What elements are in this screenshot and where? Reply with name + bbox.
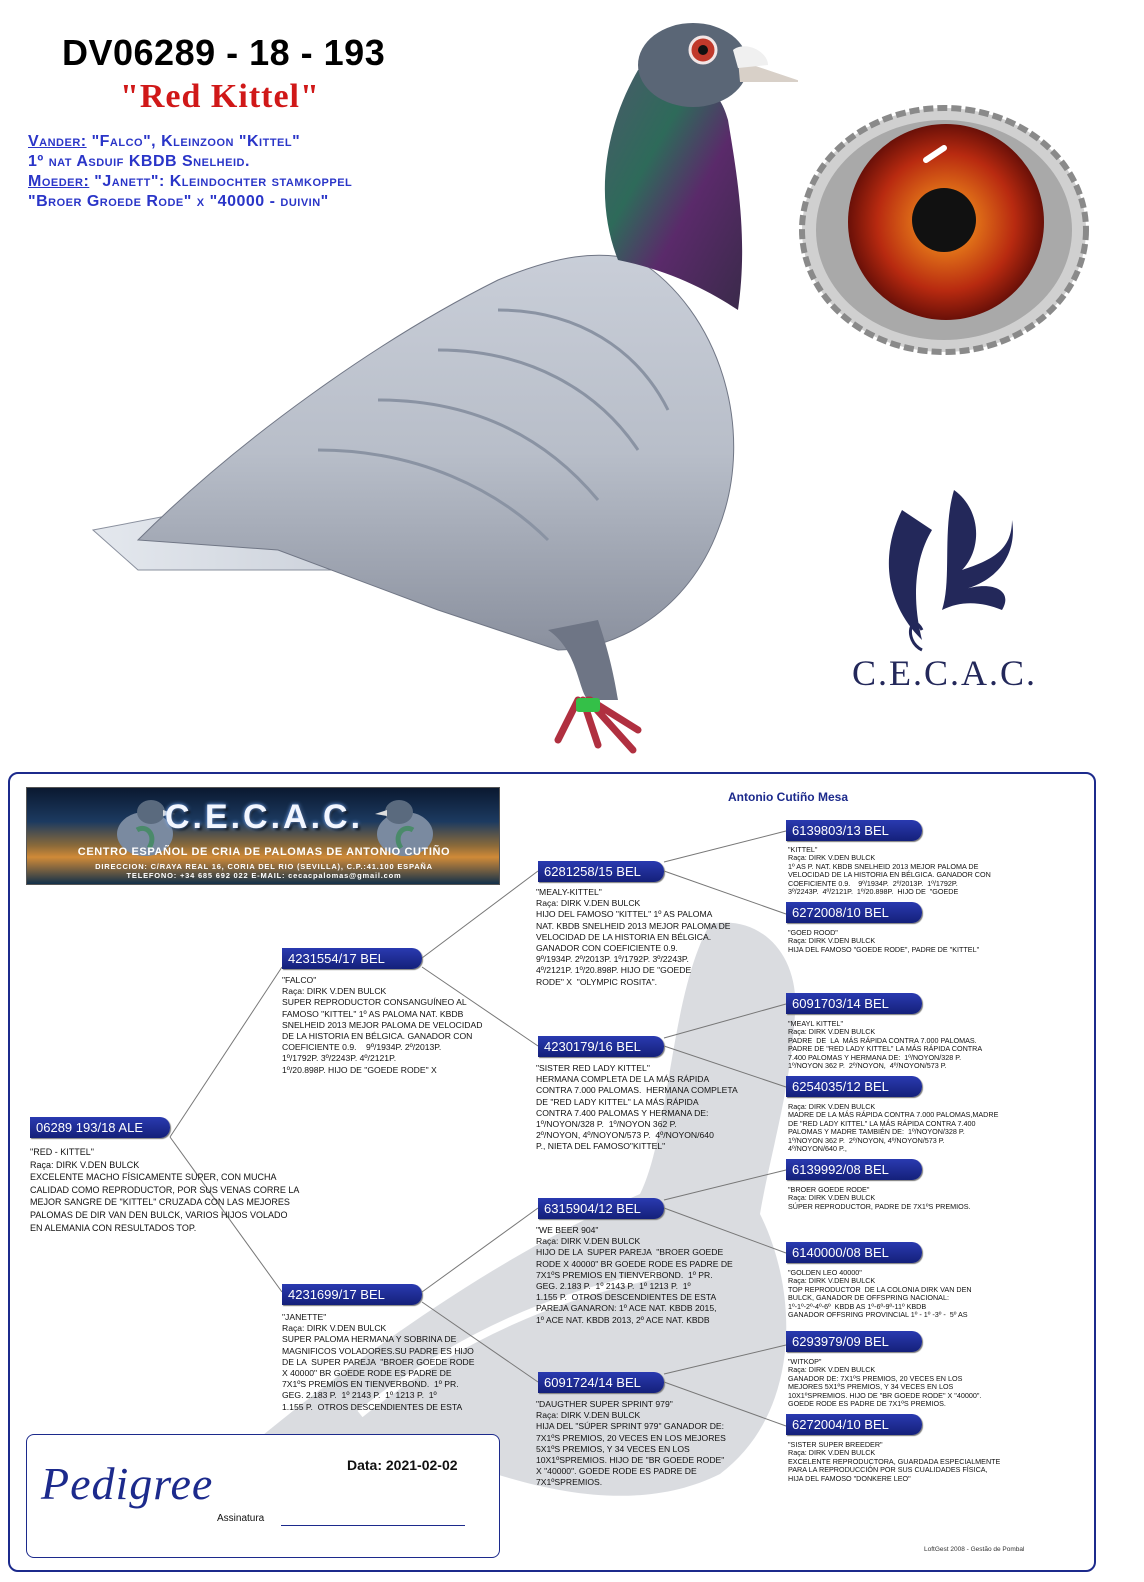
pedigree-panel: [8, 772, 1096, 1572]
sire-sire-info: "MEALY-KITTEL" Raça: DIRK V.DEN BULCK HIJO DEL FAMOSO "KITTEL" 1º AS PALOMA NAT. KBDB SNELHEID 2013 MEJOR PALOMA DE VELOCIDAD DE LA HISTORIA EN BÉLGICA. GANADOR CON COEFICIENTE 0.9. 9º/1934P. 2º/2013P. 1º/1792P. 3º/2243P. 4º/2121P. 1º/20.898P. HIJO DE "GOEDE RODE" X "OLYMPIC ROSITA".: [536, 887, 731, 987]
signature-label: Assinatura: [217, 1513, 265, 1524]
sire-text: "Falco", Kleinzoon "Kittel": [86, 133, 301, 150]
gg5-info: "BROER GOEDE RODE" Raça: DIRK V.DEN BULCK SÚPER REPRODUCTOR, PADRE DE 7X1ºS PREMIOS.: [788, 1185, 971, 1211]
gg6-ring-badge: 6140000/08 BEL: [786, 1242, 922, 1263]
gg8-ring-badge: 6272004/10 BEL: [786, 1414, 922, 1435]
banner-address: [27, 862, 500, 880]
gg1-info: "KITTEL" Raça: DIRK V.DEN BULCK 1º AS P. NAT. KBDB SNELHEID 2013 MEJOR PALOMA DE VELOCIDAD DE LA HISTORIA EN BÉLGICA. GANADOR CON COEFICIENTE 0.9. 9º/1934P. 2º/2013P. 1º/1792P. 3º/2243P. 4º/2121P. 1º/20.898P. HIJO DE "GOEDE: [788, 845, 991, 897]
software-credit: LoftGest 2008 - Gestão de Pombal: [924, 1546, 1025, 1553]
bird-name-title: "Red Kittel": [120, 78, 320, 115]
dam-label: Moeder:: [28, 173, 90, 190]
banner-contact-line: TELEFONO: +34 685 692 022 E-MAIL: cecacpalomas@gmail.com: [126, 871, 402, 880]
cecac-logo-text: C.E.C.A.C.: [852, 653, 1038, 693]
dam-dam-info: "DAUGTHER SUPER SPRINT 979" Raça: DIRK V.DEN BULCK HIJA DEL "SÚPER SPRINT 979" GANADOR DE: 7X1ºS PREMIOS, 20 VECES EN LOS MEJORES 5X1ºS PREMIOS, Y 34 VECES EN LOS 10X1ºSPREMIOS. HIJO DE "BR GOEDE RODE" X "40000". GOEDE RODE ES PADRE DE 7X1ºSPREMIOS.: [536, 1399, 726, 1488]
sire-dam-info: "SISTER RED LADY KITTEL" HERMANA COMPLETA DE LA MÁS RÁPIDA CONTRA 7.000 PALOMAS. HERMANA COMPLETA DE "RED LADY KITTEL" LA MÁS RÁPIDA CONTRA 7.400 PALOMAS Y HERMANA DE: 1º/NOYON/328 P. 1º/NOYON 362 P. 2º/NOYON, 4º/NOYON/573 P. 4º/NOYON/640 P., NIETA DEL FAMOSO"KITTEL": [536, 1063, 738, 1152]
sire-ring-badge: 4231554/17 BEL: [282, 948, 422, 969]
gg6-info: "GOLDEN LEO 40000" Raça: DIRK V.DEN BULCK TOP REPRODUCTOR DE LA COLONIA DIRK VAN DEN BULCK, GANADOR DE OFFSPRING NACIONAL: 1º-1º-2º-4º-6º KBDB AS 1º-6º-9º-11º KBDB GANADOR OFFSRING PROVINCIAL 1º - 1º -3º - 5º AS: [788, 1268, 972, 1320]
pigeon-photo: [78, 10, 798, 765]
gg3-info: "MEAYL KITTEL" Raça: DIRK V.DEN BULCK PADRE DE LA MÁS RÁPIDA CONTRA 7.000 PALOMAS. PADRE DE "RED LADY KITTEL" LA MÁS RÁPIDA CONTRA 7.400 PALOMAS Y HERMANA DE: 1º/NOYON/328 P. 1º/NOYON 362 P. 2º/NOYON, 4º/NOYON/573 P.: [788, 1019, 983, 1071]
gg7-ring-badge: 6293979/09 BEL: [786, 1331, 922, 1352]
sire-info: "FALCO" Raça: DIRK V.DEN BULCK SUPER REPRODUCTOR CONSANGUÍNEO AL FAMOSO "KITTEL" 1º AS PALOMA NAT. KBDB SNELHEID 2013 MEJOR PALOMA DE VELOCIDAD DE LA HISTORIA EN BÉLGICA. GANADOR CON COEFICIENTE 0.9. 9º/1934P. 2º/2013P. 1º/1792P. 3º/2243P. 4º/2121P. 1º/20.898P. HIJO DE "GOEDE RODE" X: [282, 975, 483, 1075]
gg8-info: "SISTER SUPER BREEDER" Raça: DIRK V.DEN BULCK EXCELENTE REPRODUCTORA, GUARDADA ESPECIALMENTE PARA LA REPRODUCCIÓN POR SUS CUALIDADES FÍSICA, HIJA DEL FAMOSO "DONKERE LEO": [788, 1440, 1001, 1483]
subject-info: "RED - KITTEL" Raça: DIRK V.DEN BULCK EXCELENTE MACHO FÍSICAMENTE SUPER, CON MUCHA CALIDAD COMO REPRODUCTOR, POR SUS VENAS CORRE LA MEJOR SANGRE DE "KITTEL" CRUZADA CON LAS MEJORES PALOMAS DE DIR VAN DEN BULCK, VARIOS HIJOS VOLADO EN ALEMANIA CON RESULTADOS TOP.: [30, 1147, 300, 1233]
banner-subtitle: CENTRO ESPAÑOL DE CRIA DE PALOMAS DE ANTONIO CUTIÑO: [77, 846, 451, 858]
sire-label: Vander:: [28, 133, 87, 150]
sire-sire-ring-badge: 6281258/15 BEL: [538, 861, 664, 882]
cecac-banner: [26, 787, 500, 885]
gg3-ring-badge: 6091703/14 BEL: [786, 993, 922, 1014]
breeder-name: Antonio Cutiño Mesa: [728, 790, 848, 804]
sire-achievement: 1º nat Asduif KBDB Snelheid.: [28, 153, 250, 170]
dam-info: "JANETTE" Raça: DIRK V.DEN BULCK SUPER PALOMA HERMANA Y SOBRINA DE MAGNIFICOS VOLADORES.SU PADRE ES HIJO DE LA SUPER PAREJA "BROER GOEDE RODE X 40000" BR GOEDE RODE ES PADRE DE 7X1ºS PREMIOS EN TIENVERBOND. 1º PR. GEG. 2.183 P. 1º 2143 P. 1º 1213 P. 1º 1.155 P. OTROS DESCENDIENTES DE ESTA: [282, 1312, 475, 1412]
ring-number-title: DV06289 - 18 - 193: [62, 32, 386, 73]
gg1-ring-badge: 6139803/13 BEL: [786, 820, 922, 841]
dam-text: "Janett": Kleindochter stamkoppel: [89, 173, 353, 190]
gg5-ring-badge: 6139992/08 BEL: [786, 1159, 922, 1180]
pedigree-signature-box: [26, 1434, 500, 1558]
gg2-ring-badge: 6272008/10 BEL: [786, 902, 922, 923]
dam-sire-info: "WE BEER 904" Raça: DIRK V.DEN BULCK HIJO DE LA SUPER PAREJA "BROER GOEDE RODE X 40000" BR GOEDE RODE ES PADRE DE 7X1ºS PREMIOS EN TIENVERBOND. 1º PR. GEG. 2.183 P. 1º 2143 P. 1º 1213 P. 1º 1.155 P. OTROS DESCENDIENTES DE ESTA PAREJA GANARON: 1º ACE NAT. KBDB 2015, 1º ACE NAT. KBDB 2013, 2º ACE NAT. KBDB: [536, 1225, 733, 1325]
pigeon-eye-photo: [796, 102, 1106, 357]
dam-dam-ring-badge: 6091724/14 BEL: [538, 1372, 664, 1393]
dam-lineage: "Broer Groede Rode" x "40000 - duivin": [28, 193, 329, 210]
banner-title: C.E.C.A.C.: [164, 798, 364, 836]
dam-ring-badge: 4231699/17 BEL: [282, 1284, 422, 1305]
gg4-ring-badge: 6254035/12 BEL: [786, 1076, 922, 1097]
signature-line[interactable]: [281, 1525, 465, 1526]
gg7-info: "WITKOP" Raça: DIRK V.DEN BULCK GANADOR DE: 7X1ºS PREMIOS, 20 VECES EN LOS MEJORES 5X1ºS PREMIOS, Y 34 VECES EN LOS 10X1ºSPREMIOS. HIJO DE "BR GOEDE RODE" X "40000". GOEDE RODE ES PADRE DE 7X1ºS PREMIOS.: [788, 1357, 982, 1409]
pedigree-date: Data: 2021-02-02: [347, 1457, 458, 1473]
gg2-info: "GOED ROOD" Raça: DIRK V.DEN BULCK HIJA DEL FAMOSO "GOEDE RODE", PADRE DE "KITTEL": [788, 928, 980, 954]
sire-dam-ring-badge: 4230179/16 BEL: [538, 1036, 664, 1057]
gg4-info: Raça: DIRK V.DEN BULCK MADRE DE LA MÁS RÁPIDA CONTRA 7.000 PALOMAS,MADRE DE "RED LADY KITTEL" LA MÁS RÁPIDA CONTRA 7.400 PALOMAS Y MADRE TAMBIÉN DE: 1º/NOYON/328 P. 1º/NOYON 362 P. 2º/NOYON, 4º/NOYON/573 P. 4º/NOYON/640 P.,: [788, 1102, 999, 1154]
dam-sire-ring-badge: 6315904/12 BEL: [538, 1198, 664, 1219]
banner-address-line: DIRECCION: C/RAYA REAL 16, CORIA DEL RIO (SEVILLA), C.P.:41.100 ESPAÑA: [95, 862, 433, 871]
pedigree-script-title: Pedigree: [41, 1458, 214, 1509]
subject-ring-badge: 06289 193/18 ALE: [30, 1117, 170, 1138]
